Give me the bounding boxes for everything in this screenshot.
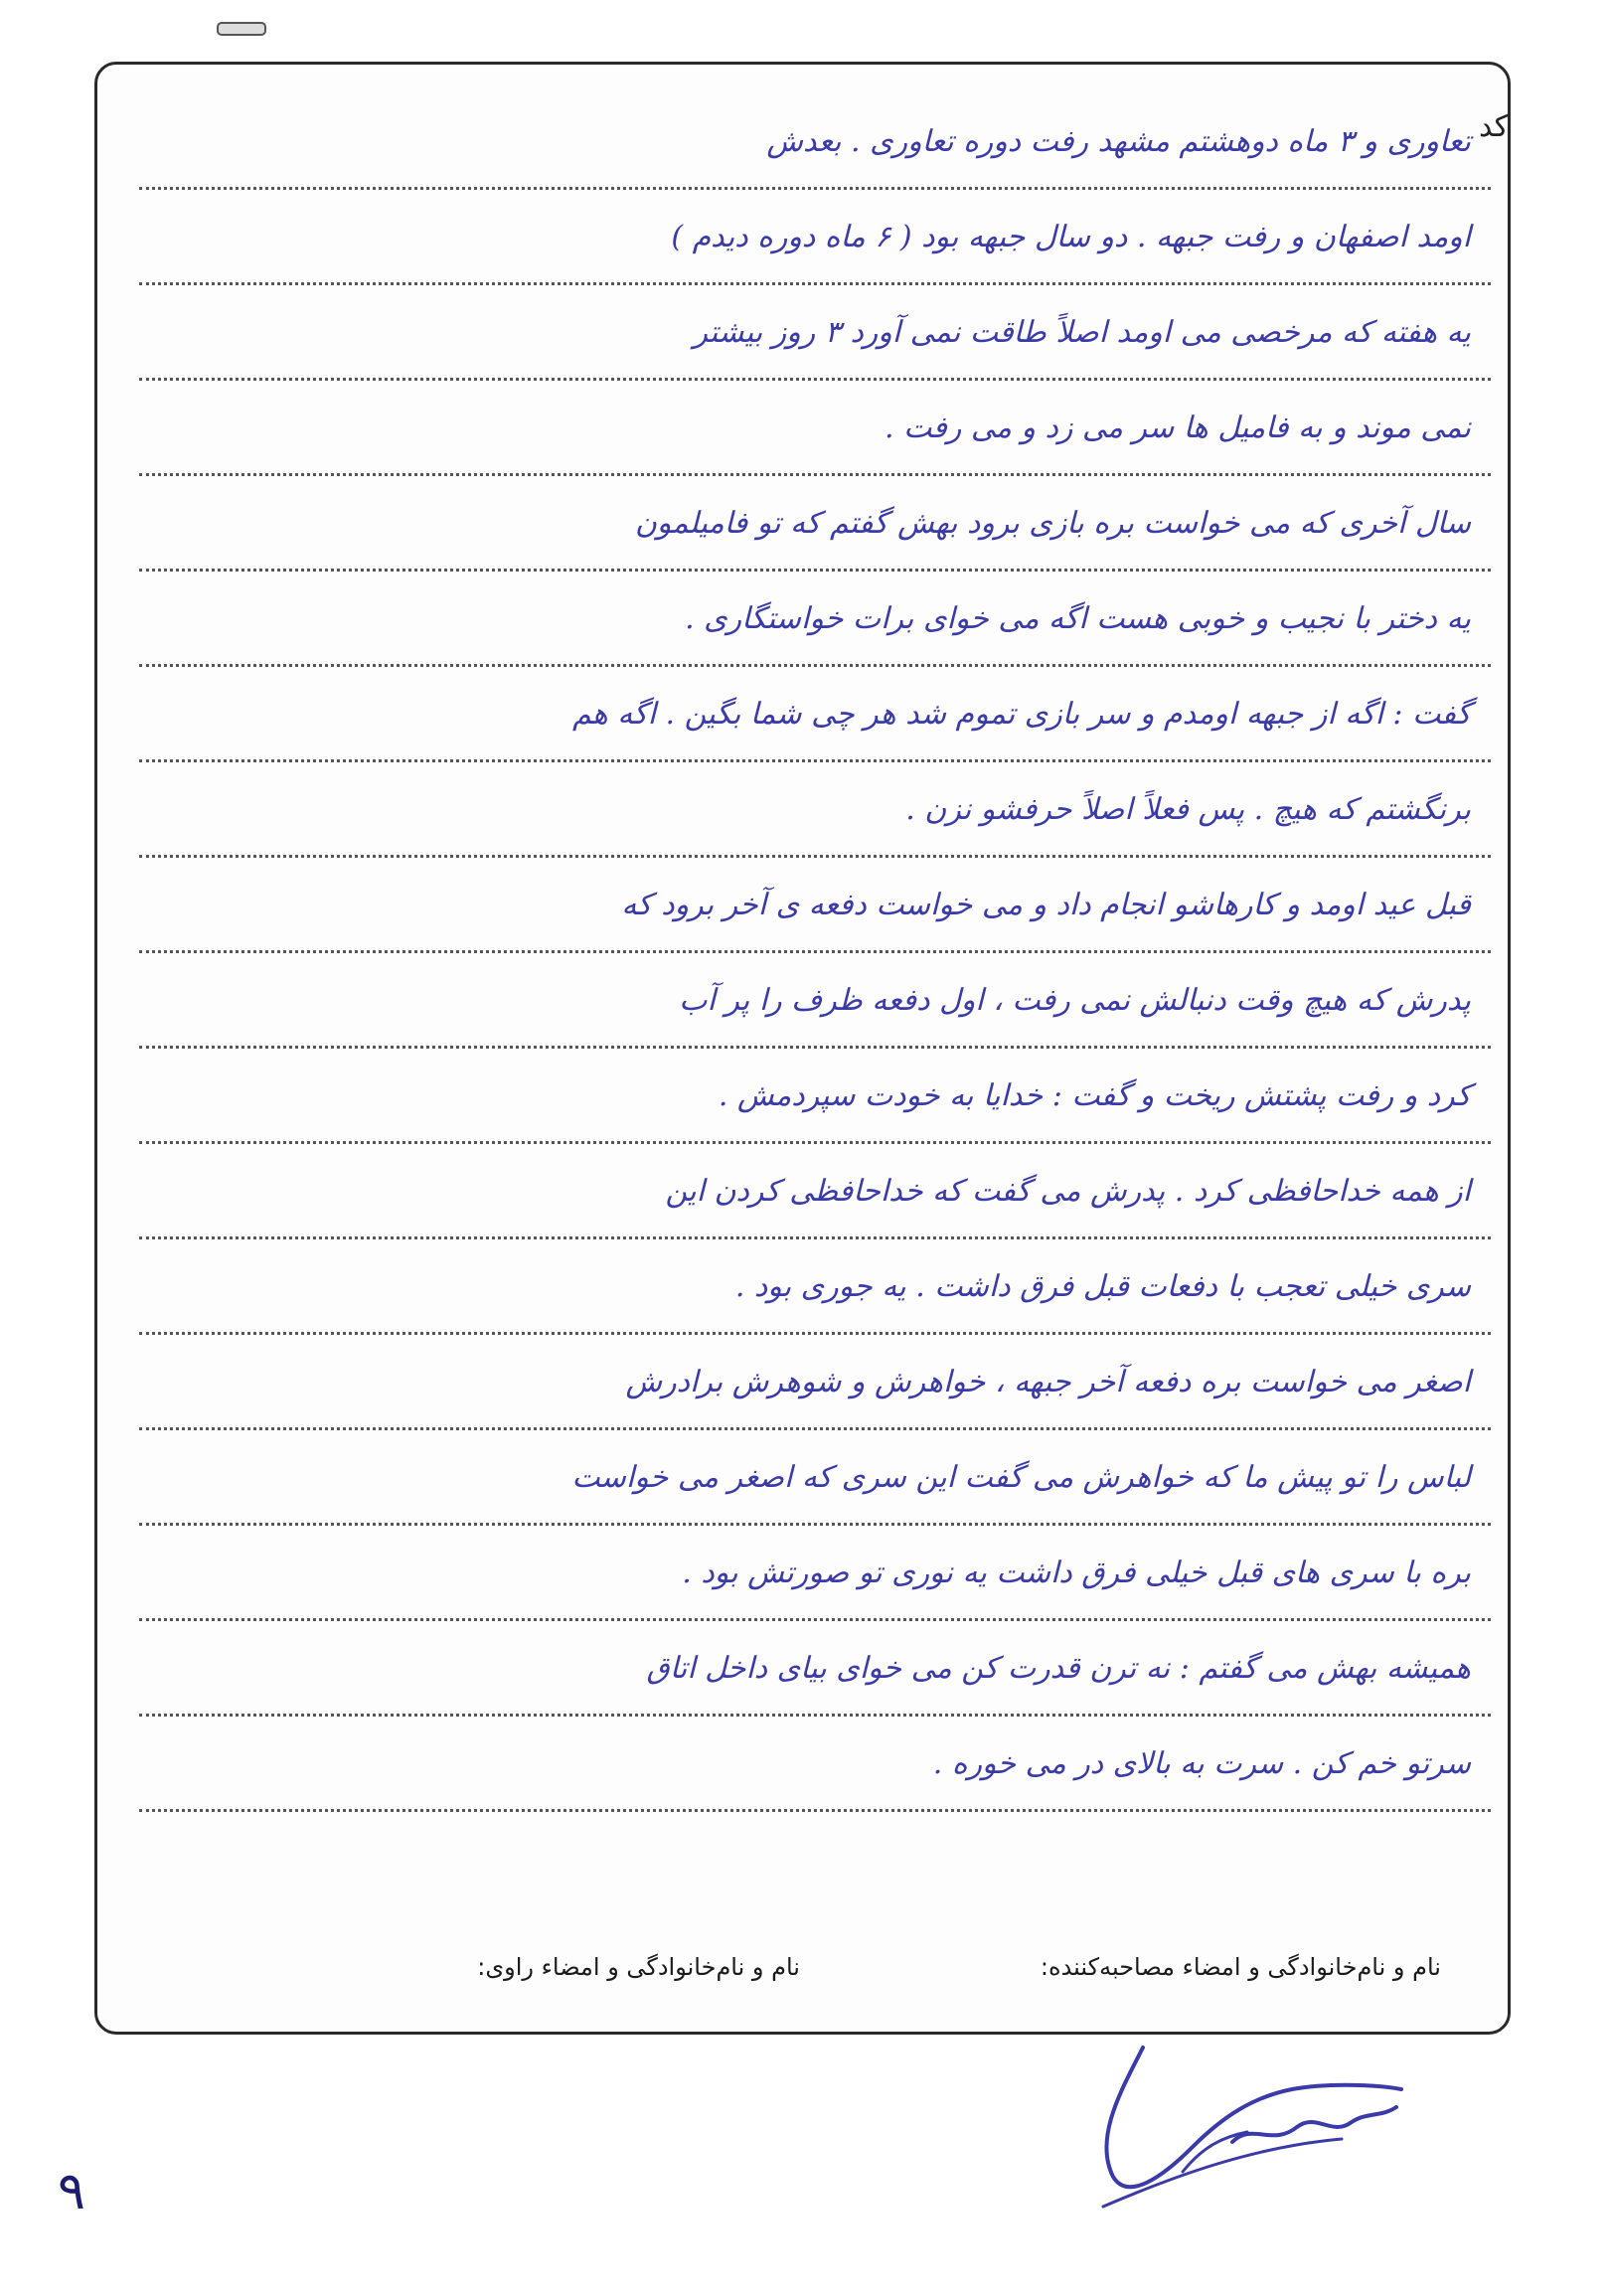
handwritten-line: نمی موند و به فامیل ها سر می زد و می رفت . xyxy=(139,381,1491,476)
narrator-signature-label: نام و نام‌خانوادگی و امضاء راوی: xyxy=(477,1953,800,1981)
corner-mark: کد xyxy=(1479,109,1510,144)
interviewer-signature-label: نام و نام‌خانوادگی و امضاء مصاحبه‌کننده: xyxy=(1040,1953,1441,1981)
page-number: ۹ xyxy=(58,2162,85,2221)
staple-mark xyxy=(214,18,273,40)
handwritten-line: پدرش که هیچ وقت دنبالش نمی رفت ، اول دفعه ظرف را پر آب xyxy=(139,953,1491,1049)
handwritten-signature xyxy=(1083,2028,1411,2216)
handwritten-line: یه هفته که مرخصی می اومد اصلاً طاقت نمی آورد ۳ روز بیشتر xyxy=(139,285,1491,381)
handwritten-line: از همه خداحافظی کرد . پدرش می گفت که خداحافظی کردن این xyxy=(139,1144,1491,1239)
handwritten-line: سرتو خم کن . سرت به بالای در می خوره . xyxy=(139,1717,1491,1812)
handwritten-line: همیشه بهش می گفتم : نه ترن قدرت کن می خوای بیای داخل اتاق xyxy=(139,1621,1491,1717)
handwritten-line: بره با سری های قبل خیلی فرق داشت یه نوری تو صورتش بود . xyxy=(139,1526,1491,1621)
handwritten-line: برنگشتم که هیچ . پس فعلاً اصلاً حرفشو نزن . xyxy=(139,762,1491,858)
handwritten-line: اومد اصفهان و رفت جبهه . دو سال جبهه بود ( ۶ ماه دوره دیدم ) xyxy=(139,190,1491,285)
handwritten-line: یه دختر با نجیب و خوبی هست اگه می خوای برات خواستگاری . xyxy=(139,572,1491,667)
handwritten-line: کرد و رفت پشتش ریخت و گفت : خدایا به خودت سپردمش . xyxy=(139,1049,1491,1144)
handwritten-line: سری خیلی تعجب با دفعات قبل فرق داشت . یه جوری بود . xyxy=(139,1239,1491,1335)
handwritten-line: گفت : اگه از جبهه اومدم و سر بازی تموم شد هر چی شما بگین . اگه هم xyxy=(139,667,1491,762)
handwritten-line: قبل عید اومد و کارهاشو انجام داد و می خواست دفعه ی آخر برود که xyxy=(139,858,1491,953)
handwritten-line: سال آخری که می خواست بره بازی برود بهش گفتم که تو فامیلمون xyxy=(139,476,1491,572)
handwritten-line: اصغر می خواست بره دفعه آخر جبهه ، خواهرش و شوهرش برادرش xyxy=(139,1335,1491,1430)
handwritten-line: تعاوری و ۳ ماه دوهشتم مشهد رفت دوره تعاوری . بعدش xyxy=(139,94,1491,190)
handwritten-line: لباس را تو پیش ما که خواهرش می گفت این سری که اصغر می خواست xyxy=(139,1430,1491,1526)
handwritten-lines xyxy=(139,94,1491,1884)
